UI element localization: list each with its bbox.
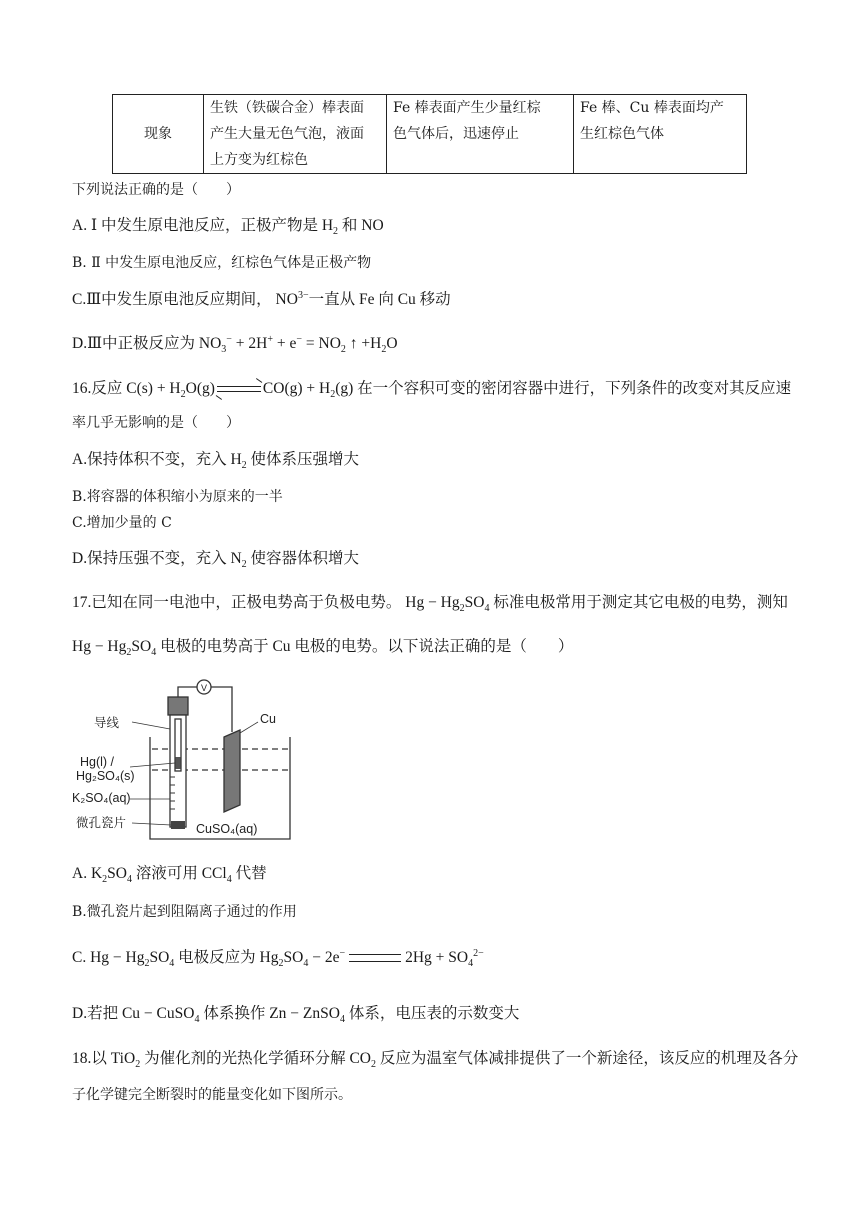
k2so4-label: K₂SO₄(aq) bbox=[72, 791, 131, 805]
hg-label-2: Hg₂SO₄(s) bbox=[76, 769, 135, 783]
cell-line: 色气体后，迅速停止 bbox=[393, 126, 519, 142]
q15-option-a[interactable] bbox=[72, 216, 384, 236]
subscript: 2 bbox=[340, 344, 346, 356]
subscript: 4 bbox=[194, 1014, 200, 1026]
superscript: 3− bbox=[297, 289, 309, 301]
subscript: 4 bbox=[226, 874, 232, 886]
cell-line: Fe 棒表面产生少量红棕 bbox=[393, 100, 541, 116]
text: − 2e bbox=[308, 949, 340, 966]
table-cell-fe-cu bbox=[574, 95, 747, 174]
subscript: 4 bbox=[303, 958, 309, 970]
q17-option-a[interactable] bbox=[72, 864, 267, 884]
cuso4-label: CuSO₄(aq) bbox=[196, 822, 258, 836]
text: Hg − Hg bbox=[72, 638, 127, 655]
text: D.Ⅲ中正极反应为 NO bbox=[72, 335, 222, 352]
text: 使体系压强增大 bbox=[246, 451, 360, 468]
subscript: 2 bbox=[381, 344, 387, 356]
subscript: 4 bbox=[169, 958, 175, 970]
text: 和 NO bbox=[338, 217, 384, 234]
subscript: 2 bbox=[333, 226, 339, 238]
subscript: 2 bbox=[102, 874, 108, 886]
text: 体系换作 Zn − ZnSO bbox=[199, 1005, 340, 1022]
cu-label: Cu bbox=[260, 712, 276, 726]
q17-stem-line2 bbox=[72, 637, 573, 657]
text: D.若把 Cu − CuSO bbox=[72, 1005, 195, 1022]
equilibrium-arrow-icon bbox=[215, 383, 263, 395]
q16-option-c[interactable]: C.增加少量的 C bbox=[72, 515, 172, 531]
q16-option-d[interactable] bbox=[72, 549, 359, 569]
text: = NO bbox=[302, 335, 341, 352]
text: 使容器体积增大 bbox=[246, 550, 360, 567]
text: SO bbox=[131, 638, 152, 655]
text: D.保持压强不变，充入 N bbox=[72, 550, 242, 567]
text: SO bbox=[464, 594, 485, 611]
subscript: 2 bbox=[278, 958, 284, 970]
text: ↑ +H bbox=[345, 335, 382, 352]
text: SO bbox=[107, 865, 127, 882]
subscript: 4 bbox=[151, 647, 157, 659]
q18-stem-line2: 子化学键完全断裂时的能量变化如下图所示。 bbox=[72, 1087, 352, 1103]
superscript: 2− bbox=[473, 947, 484, 959]
subscript: 2 bbox=[144, 958, 150, 970]
equals-arrow-icon bbox=[349, 954, 401, 962]
q17-stem-line1 bbox=[72, 593, 788, 613]
subscript: 3 bbox=[221, 344, 227, 356]
subscript: 2 bbox=[459, 603, 465, 615]
text: 18.以 TiO bbox=[72, 1050, 136, 1067]
q16-stem-line2: 率几乎无影响的是（ ） bbox=[72, 415, 240, 431]
subscript: 4 bbox=[126, 874, 132, 886]
text: 溶液可用 CCl bbox=[131, 865, 227, 882]
text: 反应为温室气体减排提供了一个新途径，该反应的机理及各分 bbox=[375, 1050, 799, 1067]
q15-option-d[interactable] bbox=[72, 334, 398, 354]
table-cell-fe bbox=[387, 95, 574, 174]
q16-stem-line1 bbox=[72, 379, 791, 399]
subscript: 2 bbox=[180, 389, 186, 401]
wire-label: 导线 bbox=[94, 716, 120, 730]
subscript: 2 bbox=[241, 460, 247, 472]
text: 电极的电势高于 Cu 电极的电势。以下说法正确的是（ ） bbox=[156, 638, 574, 655]
cell-line: Fe 棒、Cu 棒表面均产 bbox=[580, 100, 724, 116]
text: + e bbox=[273, 335, 297, 352]
superscript: − bbox=[296, 333, 303, 345]
text: O(g) bbox=[185, 380, 215, 397]
superscript: + bbox=[267, 333, 273, 345]
text: 标准电极常用于测定其它电极的电势，测知 bbox=[489, 594, 788, 611]
text: 电极反应为 Hg bbox=[174, 949, 279, 966]
porous-ceramic bbox=[171, 821, 185, 829]
q18-stem-line1 bbox=[72, 1049, 798, 1069]
q16-option-a[interactable] bbox=[72, 450, 359, 470]
subscript: 2 bbox=[241, 559, 247, 571]
q15-option-c[interactable] bbox=[72, 290, 451, 310]
cell-line: 生铁（铁碳合金）棒表面 bbox=[210, 100, 364, 116]
text: 为催化剂的光热化学循环分解 CO bbox=[140, 1050, 371, 1067]
subscript: 4 bbox=[339, 1014, 345, 1026]
porous-label: 微孔瓷片 bbox=[76, 816, 127, 830]
text: 代替 bbox=[231, 865, 267, 882]
text: C.Ⅲ中发生原电池反应期间， NO bbox=[72, 291, 298, 308]
table-cell-cast-iron bbox=[204, 95, 387, 174]
text: 一直从 Fe 向 Cu 移动 bbox=[308, 291, 451, 308]
q15-stem: 下列说法正确的是（ ） bbox=[72, 182, 240, 198]
subscript: 2 bbox=[330, 389, 336, 401]
text: C. Hg − Hg bbox=[72, 949, 145, 966]
cell-line: 产生大量无色气泡，液面 bbox=[210, 126, 364, 142]
text: 体系，电压表的示数变大 bbox=[344, 1005, 520, 1022]
superscript: − bbox=[226, 333, 232, 345]
phenomenon-table bbox=[112, 94, 747, 174]
cell-line: 上方变为红棕色 bbox=[210, 152, 308, 168]
text: CO(g) + H bbox=[262, 380, 331, 397]
electrode-cap bbox=[168, 697, 188, 715]
text: 17.已知在同一电池中，正极电势高于负极电势。 Hg − Hg bbox=[72, 594, 460, 611]
subscript: 4 bbox=[468, 958, 474, 970]
text: SO bbox=[149, 949, 170, 966]
q17-option-d[interactable] bbox=[72, 1004, 519, 1024]
voltmeter-label: V bbox=[200, 683, 208, 693]
text: (g) 在一个容积可变的密闭容器中进行，下列条件的改变对其反应速 bbox=[335, 380, 792, 397]
text: O bbox=[386, 335, 398, 352]
electrochemical-cell-figure bbox=[72, 677, 312, 845]
wire-right bbox=[211, 687, 232, 732]
text: SO bbox=[283, 949, 304, 966]
text: 2Hg + SO bbox=[405, 949, 469, 966]
table-row-label: 现象 bbox=[113, 95, 204, 174]
subscript: 2 bbox=[126, 647, 132, 659]
q15-option-b[interactable]: B. Ⅱ 中发生原电池反应，红棕色气体是正极产物 bbox=[72, 255, 372, 271]
q17-option-b[interactable]: B.微孔瓷片起到阻隔离子通过的作用 bbox=[72, 904, 297, 920]
cell-line: 生红棕色气体 bbox=[580, 126, 664, 142]
subscript: 2 bbox=[135, 1059, 141, 1071]
q16-option-b[interactable]: B.将容器的体积缩小为原来的一半 bbox=[72, 489, 283, 505]
text: + 2H bbox=[231, 335, 268, 352]
text: A.保持体积不变，充入 H bbox=[72, 451, 242, 468]
hg-paste bbox=[176, 757, 181, 769]
superscript: − bbox=[339, 947, 346, 959]
subscript: 2 bbox=[370, 1059, 376, 1071]
text: A. K bbox=[72, 865, 103, 882]
cu-plate bbox=[224, 730, 240, 812]
subscript: 4 bbox=[484, 603, 490, 615]
hg-label-1: Hg(l) / bbox=[80, 755, 115, 769]
text: A. Ⅰ 中发生原电池反应，正极产物是 H bbox=[72, 217, 334, 234]
wire-left bbox=[178, 687, 197, 697]
text: 16.反应 C(s) + H bbox=[72, 380, 181, 397]
q17-option-c[interactable] bbox=[72, 948, 484, 968]
